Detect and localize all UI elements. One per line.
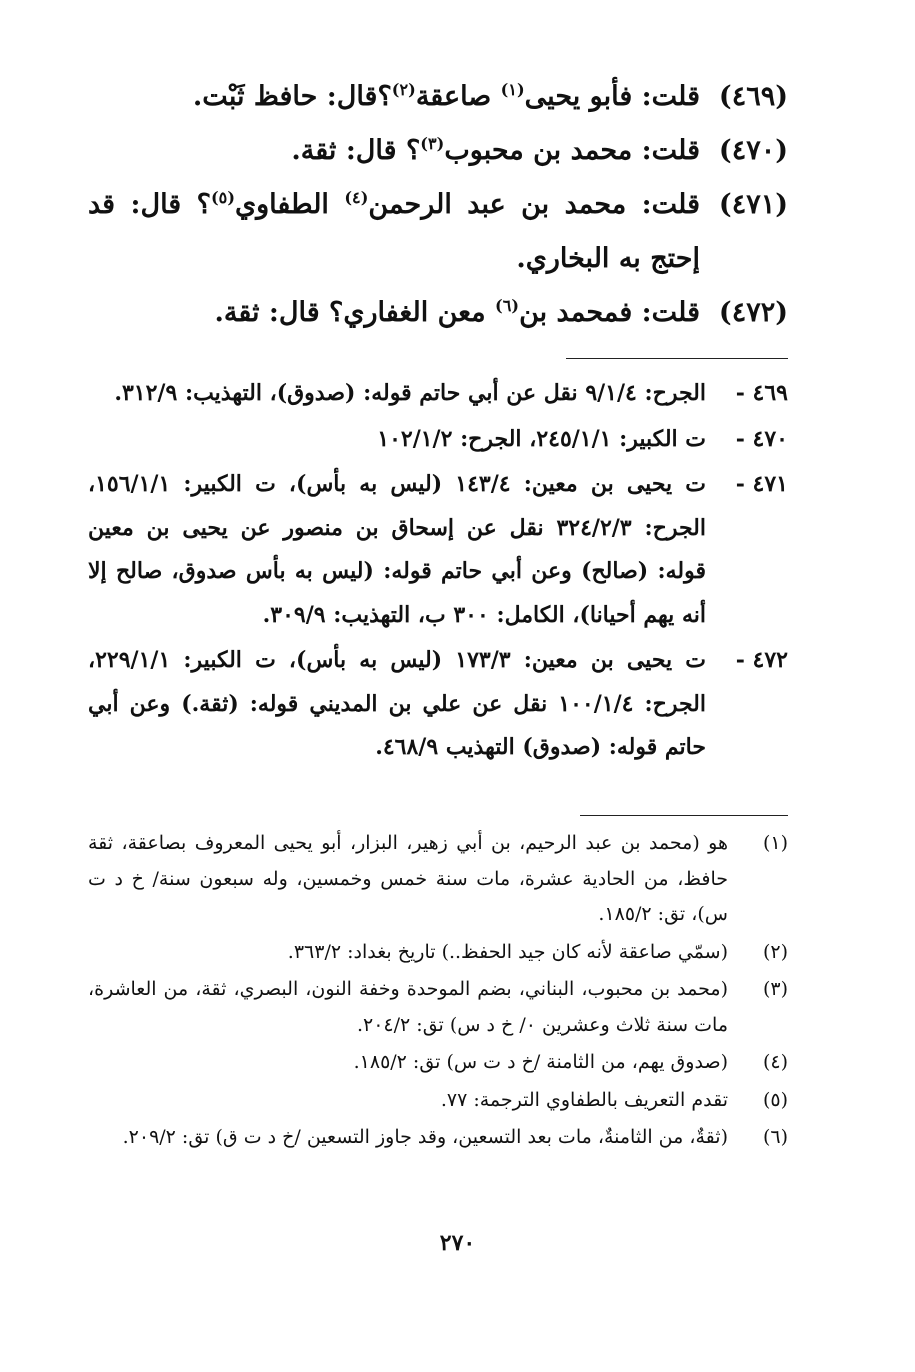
note-number: ٤٦٩ - xyxy=(735,380,788,406)
main-text xyxy=(88,70,788,340)
footnote-ref: (٢) xyxy=(391,80,416,99)
footnote-number: (٦) xyxy=(762,1126,788,1148)
entry-number: (٤٧١) xyxy=(718,189,788,220)
footnote-ref: (٣) xyxy=(420,134,445,153)
footnote-text: (صدوق يهم، من الثامنة /خ د ت س) تق: ١٨٥/٢. xyxy=(353,1051,728,1073)
entry-number: (٤٧٠) xyxy=(718,135,788,166)
footnote xyxy=(88,935,788,971)
source-note xyxy=(88,639,788,770)
main-entry xyxy=(88,70,788,124)
footnote-text: هو (محمد بن عبد الرحيم، بن أبي زهير، البزار، أبو يحيى المعروف بصاعقة، ثقة حافظ، من الحادية عشرة، مات سنة خمس وخمسين، وله سبعون سنة/ خ د ت س)، تق: ١٨٥/٢. xyxy=(88,832,728,925)
footnote xyxy=(88,1083,788,1119)
main-entry xyxy=(88,286,788,340)
note-text: ت يحيى بن معين: ١٧٣/٣ (ليس به بأس)، ت الكبير: ٢٢٩/١/١، الجرح: ١٠٠/١/٤ نقل عن علي بن المديني قوله: (ثقة.) وعن أبي حاتم قوله: (صدوق) التهذيب ٤٦٨/٩. xyxy=(88,647,706,760)
source-note xyxy=(88,372,788,416)
footnote-ref: (٦) xyxy=(495,296,520,315)
footnote-number: (٥) xyxy=(762,1088,788,1111)
entry-text: قلت: محمد بن عبد الرحمن$^{(٤)}$ الطفاوي$^{(٥)}$؟ قال: قد إحتج به البخاري. xyxy=(88,188,700,274)
note-number: ٤٧٢ - xyxy=(735,647,788,673)
footnotes xyxy=(88,826,788,1158)
note-number: ٤٧٠ - xyxy=(735,425,788,452)
footnote xyxy=(88,972,788,1043)
main-entry xyxy=(88,124,788,178)
main-entry xyxy=(88,178,788,286)
footnote xyxy=(88,1120,788,1156)
entry-text: قلت: فمحمد بن$^{(٦)}$ معن الغفاري؟ قال: ثقة. xyxy=(214,296,700,328)
footnote-number: (٣) xyxy=(762,978,788,1000)
footnote-text: (ثقةٌ، من الثامنةٌ، مات بعد التسعين، وقد جاوز التسعين /خ د ت ق) تق: ٢٠٩/٢. xyxy=(122,1126,728,1148)
footnote-text: (سمّي صاعقة لأنه كان جيد الحفظ..) تاريخ بغداد: ٣٦٣/٢. xyxy=(287,940,728,963)
footnote-text: تقدم التعريف بالطفاوي الترجمة: ٧٧. xyxy=(440,1088,728,1111)
note-text: الجرح: ٩/١/٤ نقل عن أبي حاتم قوله: (صدوق)، التهذيب: ٣١٢/٩. xyxy=(114,380,706,406)
source-note xyxy=(88,463,788,637)
entry-text: قلت: فأبو يحيى$^{(١)}$ صاعقة$^{(٢)}$؟قال: حافظ ثَبْت. xyxy=(192,80,700,112)
footnote-divider xyxy=(580,815,788,816)
footnote xyxy=(88,1045,788,1081)
note-number: ٤٧١ - xyxy=(735,471,788,497)
source-notes xyxy=(88,372,788,772)
footnote xyxy=(88,826,788,933)
footnote-ref: (١) xyxy=(500,80,525,99)
footnote-number: (١) xyxy=(762,832,788,854)
entry-number: (٤٧٢) xyxy=(718,297,788,328)
note-text: ت الكبير: ٢٤٥/١/١، الجرح: ١٠٢/١/٢ xyxy=(377,425,706,452)
page-number: ٢٧٠ xyxy=(439,1230,476,1256)
footnote-number: (٢) xyxy=(762,940,788,963)
entry-text: قلت: محمد بن محبوب$^{(٣)}$؟ قال: ثقة. xyxy=(291,134,700,166)
footnote-number: (٤) xyxy=(762,1051,788,1073)
note-text: ت يحيى بن معين: ١٤٣/٤ (ليس به بأس)، ت الكبير: ١٥٦/١/١، الجرح: ٣٢٤/٢/٣ نقل عن إسحاق بن منصور عن يحيى بن معين قوله: (صالح) وعن أبي حاتم قوله: (ليس به بأس صدوق، صالح إلا أنه يهم أحيانا)، الكامل: ٣٠٠ ب، التهذيب: ٣٠٩/٩. xyxy=(88,471,706,628)
footnote-ref: (٤) xyxy=(344,188,369,207)
footnote-text: (محمد بن محبوب، البناني، بضم الموحدة وخفة النون، البصري، ثقة، من العاشرة، مات سنة ثلاث وعشرين ٠/ خ د س) تق: ٢٠٤/٢. xyxy=(88,978,728,1036)
source-note xyxy=(88,418,788,462)
footnote-ref: (٥) xyxy=(210,188,235,207)
section-divider xyxy=(566,358,788,359)
entry-number: (٤٦٩) xyxy=(718,81,788,112)
